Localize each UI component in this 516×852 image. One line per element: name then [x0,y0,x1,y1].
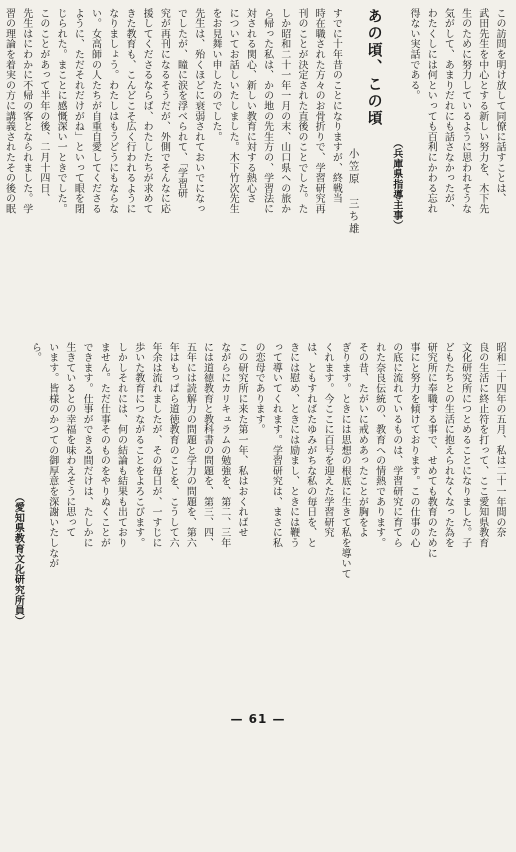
lower-text-line: って導いてくれます。学習研究は、まさに私 [267,342,284,702]
upper-text-line: ら帰った私は、かの地の先生方の、学習法に [258,8,275,326]
lower-text-line: 五年には読解力の問題と学力の問題を、第六 [181,342,198,702]
upper-text-line: 先生はにわかに不帰の客となられました。学 [18,8,35,326]
lower-text-line: 年余は流れましたが、その毎日が、一すじに [147,342,164,702]
lower-text-line: 文化研究所につとめることになりました。子 [456,342,473,702]
upper-text-line: 気がして、あまりだれにも話さなかったが、 [439,8,456,326]
lower-text-line: 研究所に奉職する事で、せめても教育のために [422,342,439,702]
lower-text-line: どもたちとの生活に抱えられなくなった為を [439,342,456,702]
author-affiliation: （愛知県教育文化研究所員） [9,342,26,852]
upper-text-line: 時在職された方々のお骨折りで、学習研究再 [310,8,327,326]
lower-text-line: ながらにカリキュラムの勉強を、第二、三年 [216,342,233,702]
upper-text-line: でしたが、瞳に涙を浮べられて、「学習研 [172,8,189,326]
lower-text-line: には道徳教育と教科書の問題を、第三、四、 [198,342,215,702]
lower-text-line: しかしそれには、何の結論も結果も出ており [112,342,129,702]
upper-text-line: ように、ただそれだけがね」といって眼を閉 [69,8,86,326]
lower-text-line: できます。仕事ができる間だけは、たしかに [78,342,95,702]
upper-text-line: 対される関心、新しい教育に対する熱心さ [241,8,258,326]
lower-text-line: 昭和二十四年の五月、私は二十一年間の奈 [491,342,508,702]
lower-text-line: の恋母であります。 [250,342,267,702]
upper-text-line: すでに十年昔のことになりますが、終戦当 [327,8,344,326]
upper-text-line: をお見舞い申したのでした。 [207,8,224,326]
upper-text-line: 先生は、殆くほどに衰弱されておいでになっ [190,8,207,326]
lower-text-line: は、ともすればたゆみがちな私の毎日を、と [302,342,319,702]
author-name: 小笠原 三ち雄 [344,8,361,466]
lower-text-line: ぎります。ときには思想の根底に生きて私を導いて [336,342,353,702]
article-title: あの頃、この頃 [362,8,388,326]
lower-text-line: ら。 [26,342,43,702]
upper-text-line: 究が再刊になるそうだが、外側でそんなに応 [155,8,172,326]
upper-text-line: この訪問を明け放して同僚に話すことは、 [491,8,508,326]
lower-text-line: この研究所に来た第一年、私はおくればせ [233,342,250,702]
page-number: — 61 — [0,712,516,726]
upper-text-line: 習の理論を着実の方に講義されたその後の眠 [0,8,17,326]
lower-text-line: 年はもっぱら道徳教育のことを、こうして六 [164,342,181,702]
upper-text-line: じられた。まことに感慨深い一ときでした。 [52,8,69,326]
lower-text-line: ません。ただ仕事そのものをやりぬくことが [95,342,112,702]
lower-text-line: 良の生活に終止符を打って、ここ愛知県教育 [474,342,491,702]
upper-text-line: わたくしには何といっても百利にかわる忘れ [422,8,439,326]
lower-text-line: きには慰め、ときには励まし、ときには鞭う [284,342,301,702]
lower-text-line: くれます。今ここに百号を迎えた学習研究 [319,342,336,702]
upper-text-line: なりましょう。わたしはもうどうにもならな [104,8,121,326]
upper-text-line: 得ない実話である。 [405,8,422,326]
upper-text-line: しか昭和二十一年一月の末、山口県への旅か [276,8,293,326]
lower-text-line: います。皆様のかつての御厚意を深謝いたしなが [44,342,61,702]
lower-text-line: れた奈良伝統の、教育への情熱であります。 [370,342,387,702]
lower-text-block [8,342,508,702]
upper-text-line: についてお話しいたしました。木下竹次先生 [224,8,241,326]
lower-text-line: の底に流れているものは、学習研究に育てら [388,342,405,702]
lower-text-line: 事にと努力を傾けております。この仕事の心 [405,342,422,702]
lower-text-line: 歩いた教育につながることをよろこびます。 [130,342,147,702]
upper-text-block [8,8,508,326]
lower-text-line: その昔、たがいに戒めあったことが胸をよ [353,342,370,702]
lower-text-line: 生きているとの幸福を味わえそうに思って [61,342,78,702]
upper-text-line: 武田先生を中心とする新しい努力を、木下先 [474,8,491,326]
upper-text-line: このことがあって半年の後、二月十四日、 [35,8,52,326]
upper-text-line: 刊のことが決定された直後のことでした。た [293,8,310,326]
upper-text-line: 生のために努力しているように思われそうな [456,8,473,326]
upper-text-line: きた教育も、こんどこそ広く行われるように [121,8,138,326]
upper-text-line: 援してくださるならば、わたしたちが求めて [138,8,155,326]
author-affiliation: （兵庫県指導主事） [388,8,405,456]
upper-text-line: い。女高師の人たちが自重自愛してくださる [86,8,103,326]
